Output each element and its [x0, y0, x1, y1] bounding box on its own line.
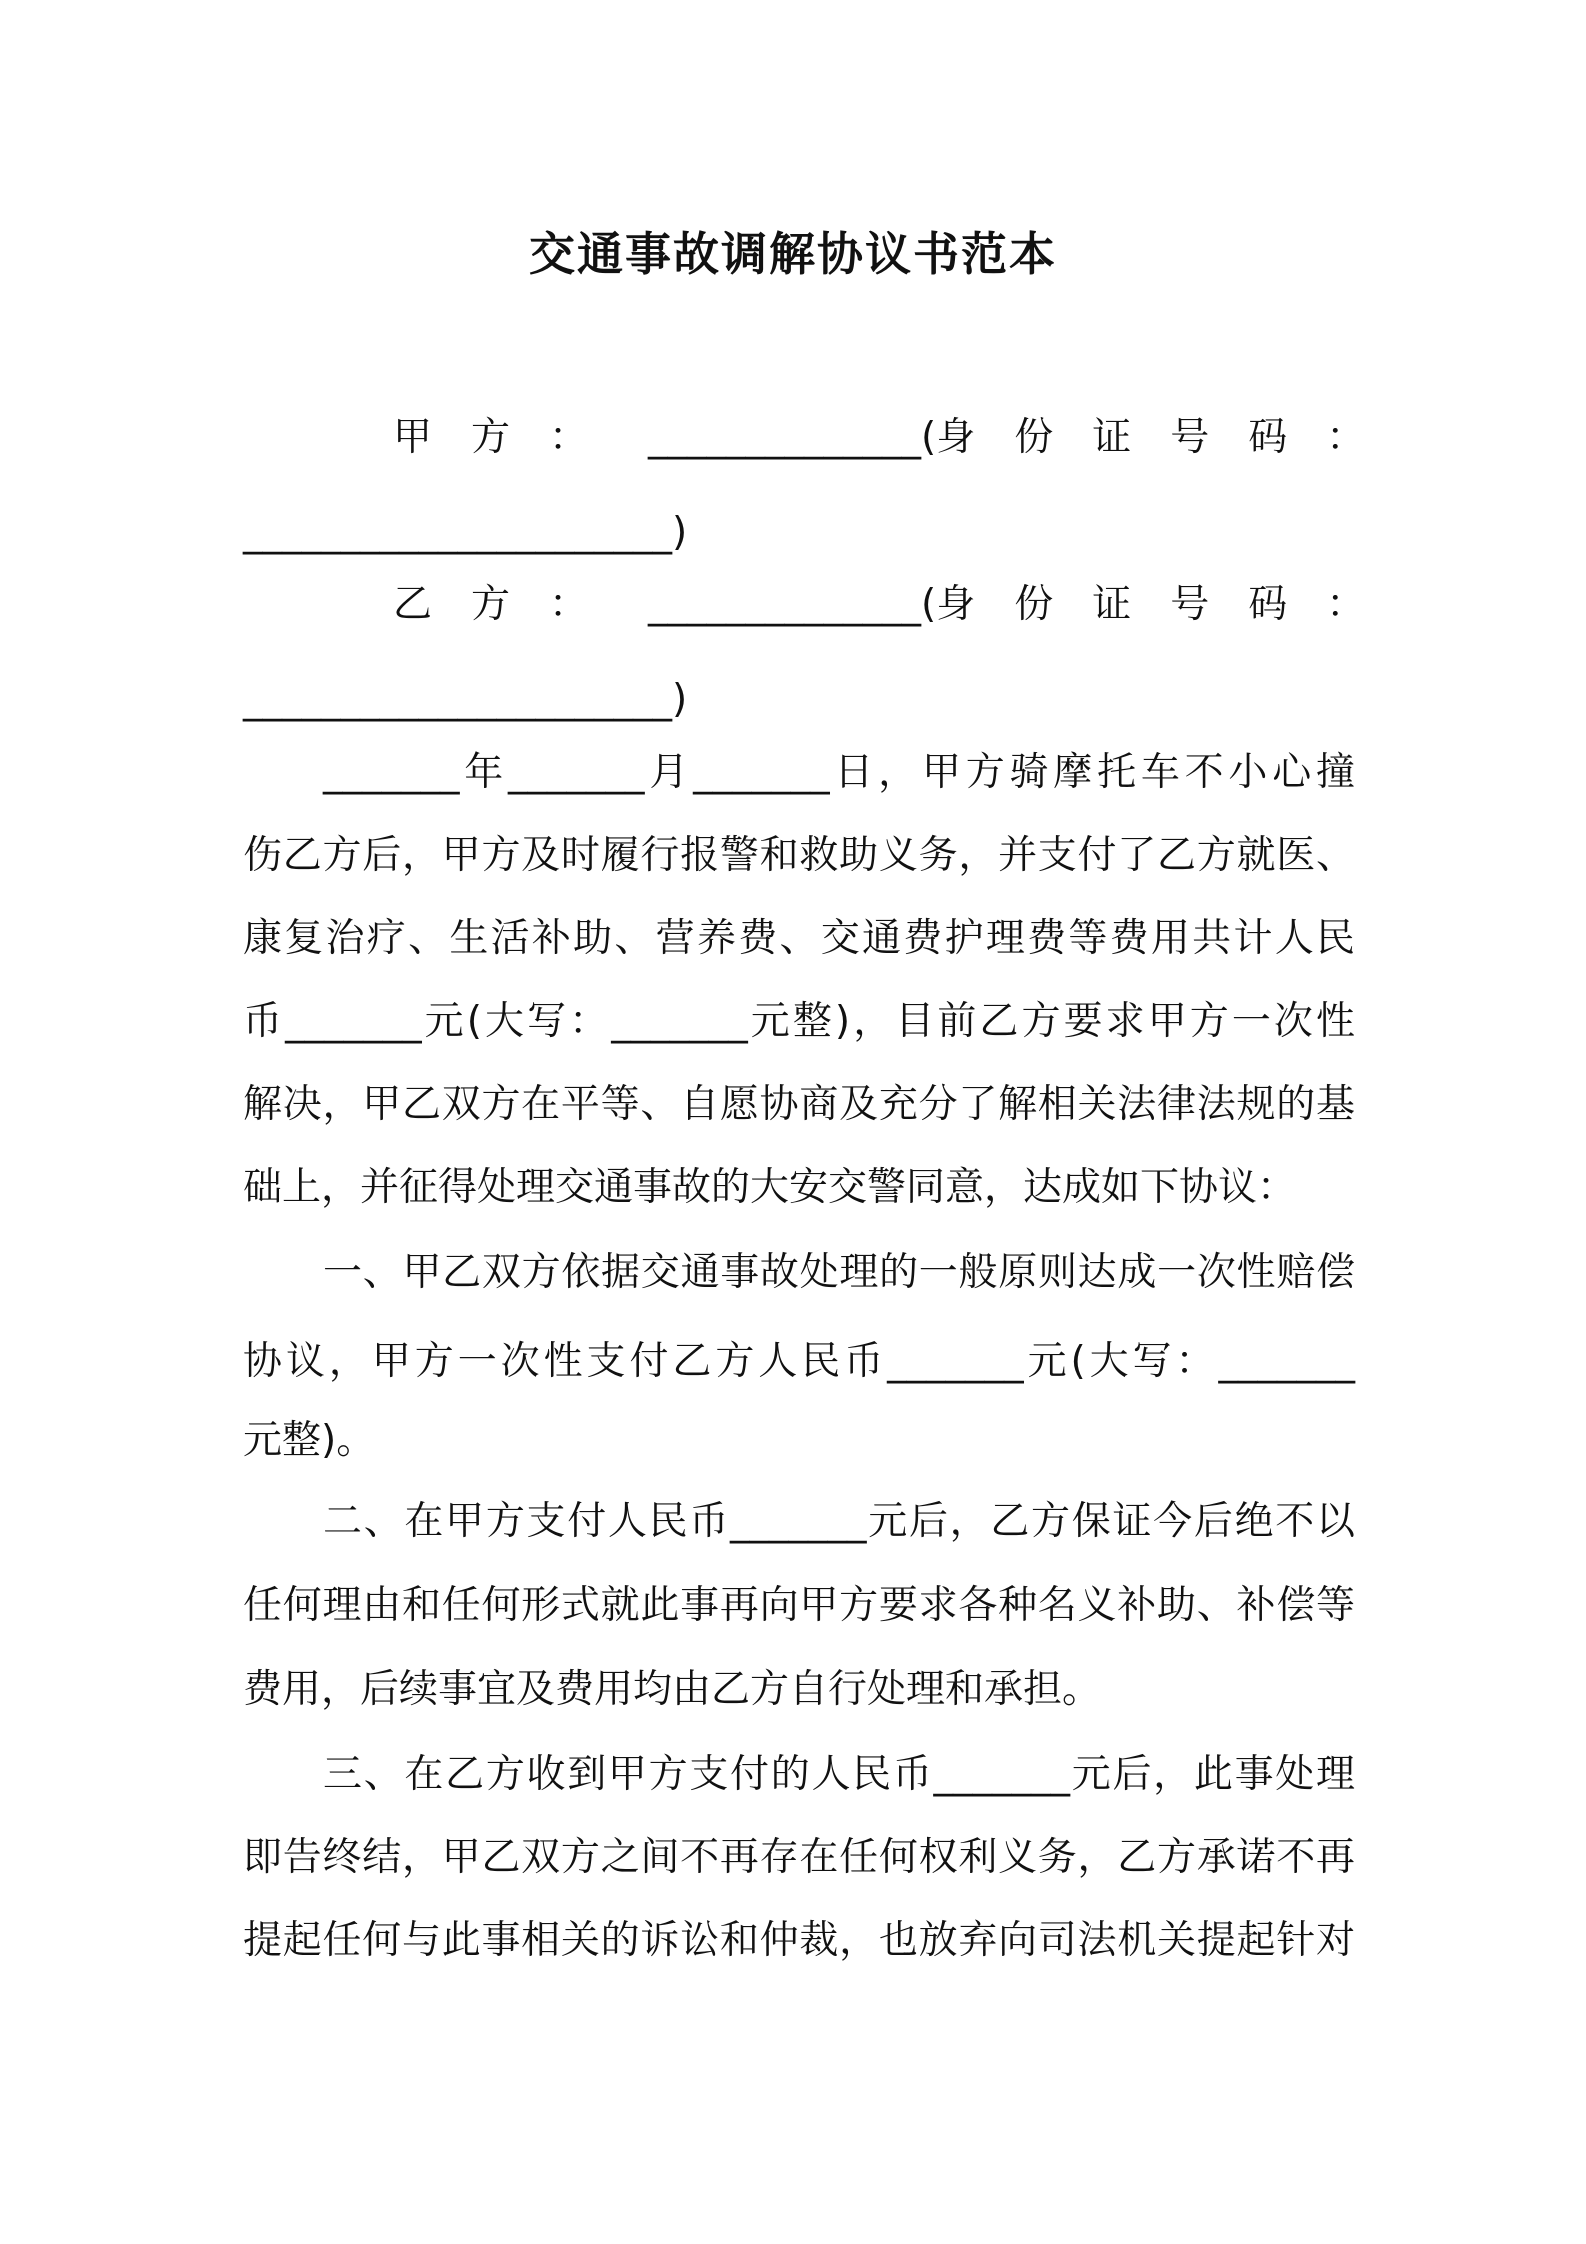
party-b-label: 乙 方 ：: [393, 582, 589, 627]
party-a-label: 甲 方 ：: [393, 415, 589, 460]
party-b-line: [393, 580, 1366, 630]
clause-2-line: 费用，后续事宜及费用均由乙方自行处理和承担。: [243, 1667, 1102, 1712]
clause-3-line: 提起任何与此事相关的诉讼和仲裁，也放弃向司法机关提起针对: [243, 1918, 1355, 1963]
document-title: 交通事故调解协议书范本: [529, 227, 1057, 281]
body-line: 伤乙方后，甲方及时履行报警和救助义务，并支付了乙方就医、: [243, 833, 1355, 878]
party-a-id-blank: ______________(身 份 证 号 码 ：: [648, 415, 1366, 460]
clause-1-line: 协议，甲方一次性支付乙方人民币_______元(大写：_______: [243, 1339, 1355, 1384]
clause-3-line: 三、在乙方收到甲方支付的人民币_______元后，此事处理: [323, 1752, 1355, 1797]
party-b-id-blank: ______________(身 份 证 号 码 ：: [648, 582, 1366, 627]
body-line: 康复治疗、生活补助、营养费、交通费护理费等费用共计人民: [243, 916, 1355, 961]
clause-1-line: 一、甲乙双方依据交通事故处理的一般原则达成一次性赔偿: [323, 1250, 1355, 1295]
clause-2-line: 任何理由和任何形式就此事再向甲方要求各种名义补助、补偿等: [243, 1583, 1355, 1628]
clause-1-line: 元整)。: [243, 1418, 376, 1463]
party-a-line: [393, 413, 1366, 463]
body-line: _______年_______月_______日，甲方骑摩托车不小心撞: [323, 750, 1355, 795]
clause-3-line: 即告终结，甲乙双方之间不再存在任何权利义务，乙方承诺不再: [243, 1835, 1355, 1880]
party-b-id-continuation: ______________________): [243, 677, 688, 722]
body-line: 解决，甲乙双方在平等、自愿协商及充分了解相关法律法规的基: [243, 1082, 1355, 1127]
body-line: 础上，并征得处理交通事故的大安交警同意，达成如下协议：: [243, 1165, 1297, 1210]
body-line: 币_______元(大写：_______元整)，目前乙方要求甲方一次性: [243, 999, 1355, 1044]
clause-2-line: 二、在甲方支付人民币_______元后，乙方保证今后绝不以: [323, 1499, 1355, 1544]
party-a-id-continuation: ______________________): [243, 510, 688, 555]
